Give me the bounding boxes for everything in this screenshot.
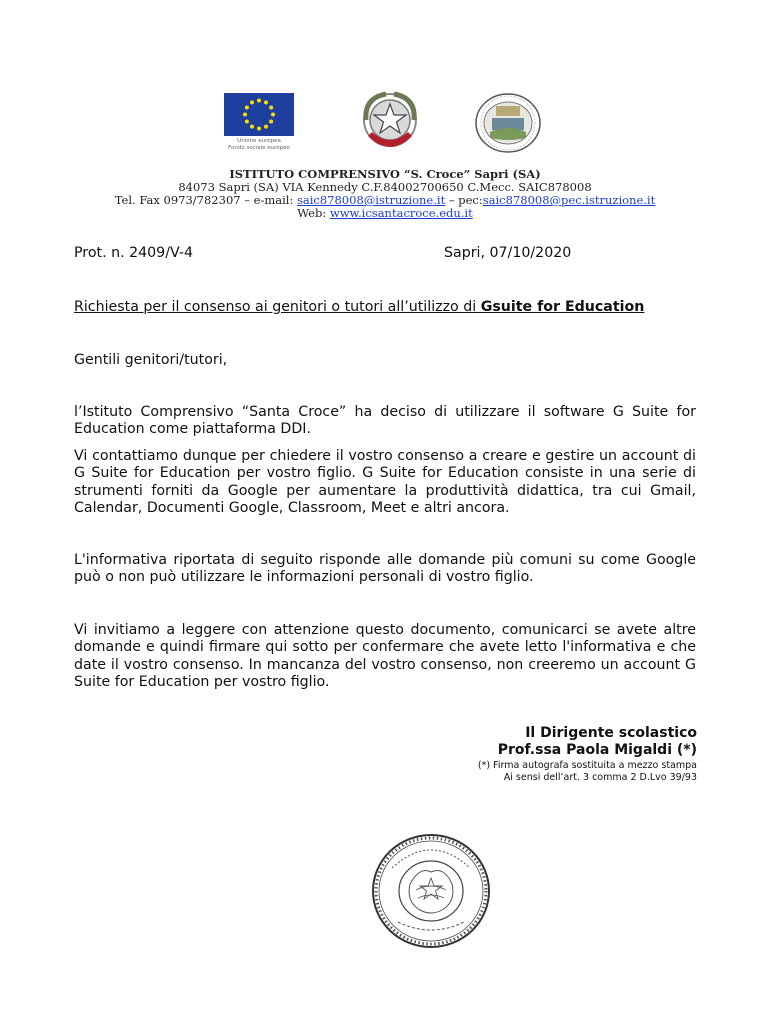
paragraph: Vi invitiamo a leggere con attenzione questo documento, comunicarci se avete altre domande e quindi firmare qui sotto per confermare che avete letto l'informativa e che date il vostro consenso. In mancanza del vostro consenso, non creeremo un account G Suite for Education per vostro figlio.	[74, 622, 696, 691]
signature-note-2: Ai sensi dell’art. 3 comma 2 D.Lvo 39/93	[503, 772, 697, 783]
signature-note-1: (*) Firma autografa sostituita a mezzo stampa	[477, 760, 697, 771]
web-prefix: Web:	[297, 206, 330, 220]
contact-prefix: Tel. Fax 0973/782307 – e-mail:	[114, 193, 297, 207]
school-name: ISTITUTO COMPRENSIVO “S. Croce” Sapri (SA)	[229, 167, 541, 181]
protocol-number: Prot. n. 2409/V-4	[74, 245, 194, 261]
school-logo-icon	[474, 92, 542, 154]
eu-caption	[224, 138, 294, 152]
signature-name: Prof.ssa Paola Migaldi (*)	[497, 742, 697, 758]
eu-caption-line-1: Unione europea	[237, 138, 281, 144]
eu-logo	[224, 93, 294, 153]
subject-text: Richiesta per il consenso ai genitori o tutori all’utilizzo di	[74, 299, 481, 315]
web-link[interactable]: www.icsantacroce.edu.it	[329, 206, 473, 220]
document-date: Sapri, 07/10/2020	[444, 245, 572, 261]
paragraph: L'informativa riportata di seguito risponde alle domande più comuni su come Google può o non può utilizzare le informazioni personali di vostro figlio.	[74, 552, 696, 586]
official-stamp-icon	[370, 832, 492, 950]
greeting: Gentili genitori/tutori,	[74, 352, 228, 368]
italian-republic-emblem-icon	[356, 86, 424, 158]
school-web	[60, 207, 710, 221]
subject-bold: Gsuite for Education	[480, 299, 645, 315]
paragraph: Vi contattiamo dunque per chiedere il vostro consenso a creare e gestire un account di G Suite for Education per vostro figlio. G Suite for Education consiste in una serie di strumenti forniti da Google per aumentare la produttività didattica, tra cui Gmail, Calendar, Documenti Google, Classroom, Meet e altri ancora.	[74, 448, 696, 517]
eu-caption-line-2: Fondo sociale europeo	[228, 145, 290, 151]
signature-title: Il Dirigente scolastico	[525, 725, 697, 741]
subject-line	[74, 299, 644, 316]
pec-prefix: – pec:	[445, 193, 483, 207]
pec-link[interactable]: saic878008@pec.istruzione.it	[482, 193, 656, 207]
eu-flag-icon	[224, 93, 294, 136]
email-link[interactable]: saic878008@istruzione.it	[296, 193, 446, 207]
paragraph: l’Istituto Comprensivo “Santa Croce” ha deciso di utilizzare il software G Suite for Education come piattaforma DDI.	[74, 404, 696, 438]
school-address: 84073 Sapri (SA) VIA Kennedy C.F.84002700650 C.Mecc. SAIC878008	[178, 180, 592, 194]
